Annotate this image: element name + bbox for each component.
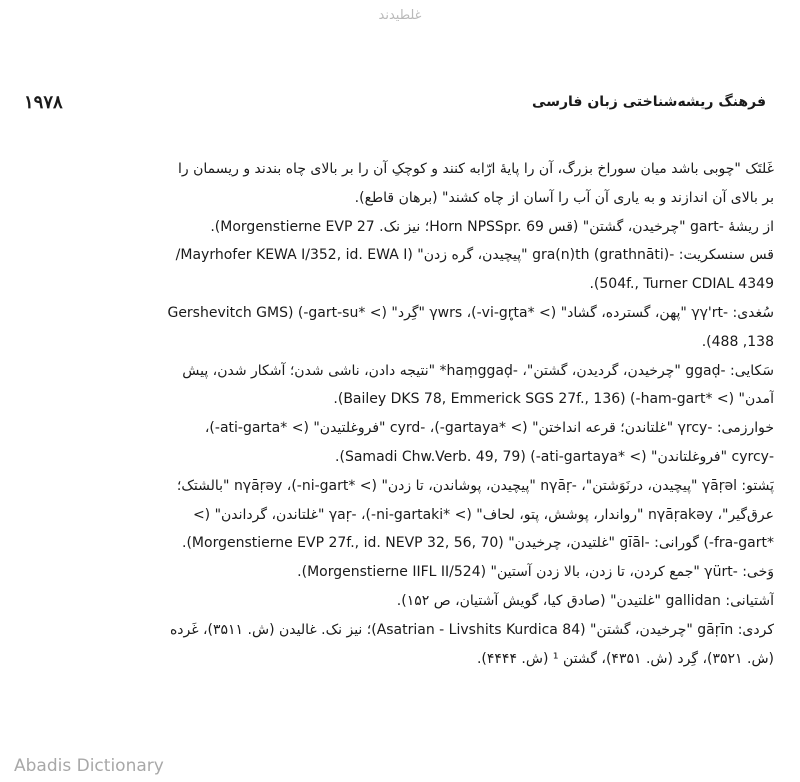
text-line: آمدن" (> *ham-gart-) (Bailey DKS 78, Emmerick SGS 27f., 136). [333, 391, 774, 408]
watermark-bottom: Abadis Dictionary [14, 756, 164, 776]
text-line: -cyrcy "فروغلتاندن" (> *ati-gartaya-) (Samadi Chw.Verb. 49, 79). [335, 448, 774, 465]
text-line: بر بالای آن اندازند و به یاری آن آب را آسان از چاه کشند" (برهان قاطع). [354, 189, 774, 206]
page-number: ۱۹۷۸ [24, 92, 63, 113]
watermark-top: غلطیدند [378, 8, 422, 23]
text-line: سَکایی: -ggaḍ "چرخیدن، گردیدن، گشتن"، -haṃggaḍ* "نتیجه دادن، ناشی شدن؛ آشکار شدن، پیش [182, 362, 774, 379]
text-line: پَشتو: γāṛəl "پیچیدن، درنَوَشتن"، -nγāṛ "پیچیدن، پوشاندن، تا زدن" (> *ni-gart-)، nγāṛəy "بالشتک؛ [176, 477, 774, 494]
text-line: (ش. ۳۵۲۱)، گِرد (ش. ۴۳۵۱)، گشتن ¹ (ش. ۴۴۴۴). [476, 650, 774, 667]
text-line: سُغدی: -γγ'rt "پهن، گسترده، گشاد" (> *vi-gr̥ta-)، γwrs "گِرد" (> *gart-su-) (Gershevitch GMS [167, 304, 774, 321]
text-line: *fra-gart-) گورانی: -gīāl "غلتیدن، چرخیدن" (Morgenstierne EVP 27f., id. NEVP 32, 56, 70). [182, 535, 774, 552]
running-title: فرهنگ ریشه‌شناختی زبان فارسی [532, 94, 766, 110]
text-line: کردی: gāṛīn "چرخیدن، گشتن" (Asatrian - Livshits Kurdica 84)؛ نیز نک. غالیدن (ش. ۳۵۱۱)، غَرده [169, 621, 774, 638]
text-line: عرق‌گیر"، nγāṛakəy "رواندار، پوشش، پتو، لحاف" (> *ni-gartaki-)، -γaṛ "غلتاندن، گرداندن" (> [192, 506, 774, 523]
text-line: قس سنسکریت: -gra(n)th (grathnāti) "پیچیدن، گره زدن" (Mayrhofer KEWA I/352, id. EWA I/ [175, 247, 774, 264]
text-line: 138, 488). [701, 333, 774, 350]
text-line: وَخی: -γürt "جمع کردن، تا زدن، بالا زدن آستین" (Morgenstierne IIFL II/524). [297, 564, 774, 581]
text-line: از ریشهٔ -gart "چرخیدن، گشتن" (قس Horn NPSSpr. 69؛ نیز نک. Morgenstierne EVP 27). [210, 218, 774, 235]
entry-text [28, 155, 774, 673]
text-line: آشتیانی: gallidan "غلتیدن" (صادق کیا، گویش آشتیان، ص ۱۵۲). [396, 592, 774, 609]
text-line: 504f., Turner CDIAL 4349). [589, 276, 774, 293]
text-line: غَلتَک "چوبی باشد میان سوراخ بزرگ، آن را پایهٔ ارّابه کنند و کوچکِ آن را بر بالای چاه بندند و ریسمان را [178, 161, 774, 177]
text-line: خوارزمی: -γrcy "غلتاندن؛ قرعه انداختن" (> *gartaya-)، -cyrd "فروغلتیدن" (> *ati-garta-)، [204, 420, 774, 437]
page-header [24, 92, 766, 116]
